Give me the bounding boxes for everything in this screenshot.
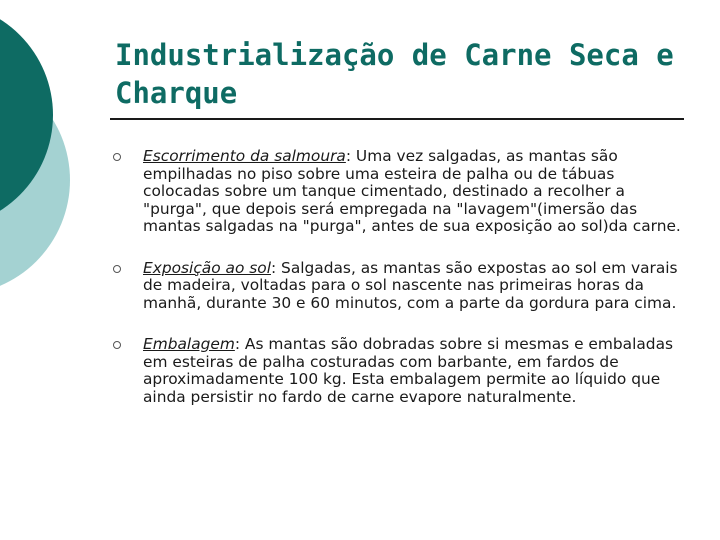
bullet-text <box>143 260 685 313</box>
bullet-body: : As mantas são dobradas sobre si mesmas e embaladas em esteiras de palha costuradas com barbante, em fardos de aproximadamente 100 kg. Esta embalagem permite ao líquido que ainda persistir no fardo de carne evapore naturalmente. <box>143 335 674 406</box>
bullet-item-exposicao <box>110 260 685 313</box>
bullet-body: : Salgadas, as mantas são expostas ao sol em varais de madeira, voltadas para o sol nascente nas primeiras horas da manhã, durante 30 e 60 minutos, com a parte da gordura para cima. <box>143 258 678 312</box>
decorative-circles <box>0 0 80 290</box>
bullet-body: : Uma vez salgadas, as mantas são empilhadas no piso sobre uma esteira de palha ou de tábuas colocadas sobre um tanque cimentado, destinado a recolher a "purga", que depois será empregada na "lavagem"(imersão das mantas salgadas na "purga", antes de sua exposição ao sol)da carne. <box>143 147 681 235</box>
bullet-list <box>110 148 685 430</box>
bullet-term: Embalagem <box>143 335 235 353</box>
bullet-marker-icon <box>113 153 121 161</box>
bullet-marker-icon <box>113 341 121 349</box>
bullet-term: Escorrimento da salmoura <box>143 147 346 165</box>
bullet-text <box>143 336 685 406</box>
bullet-marker-icon <box>113 265 121 273</box>
bullet-text <box>143 148 685 236</box>
bullet-term: Exposição ao sol <box>143 258 271 277</box>
slide-title: Industrialização de Carne Seca e Charque <box>115 38 674 110</box>
bullet-item-escorrimento <box>110 148 685 236</box>
bullet-item-embalagem <box>110 336 685 406</box>
title-divider <box>110 118 684 120</box>
